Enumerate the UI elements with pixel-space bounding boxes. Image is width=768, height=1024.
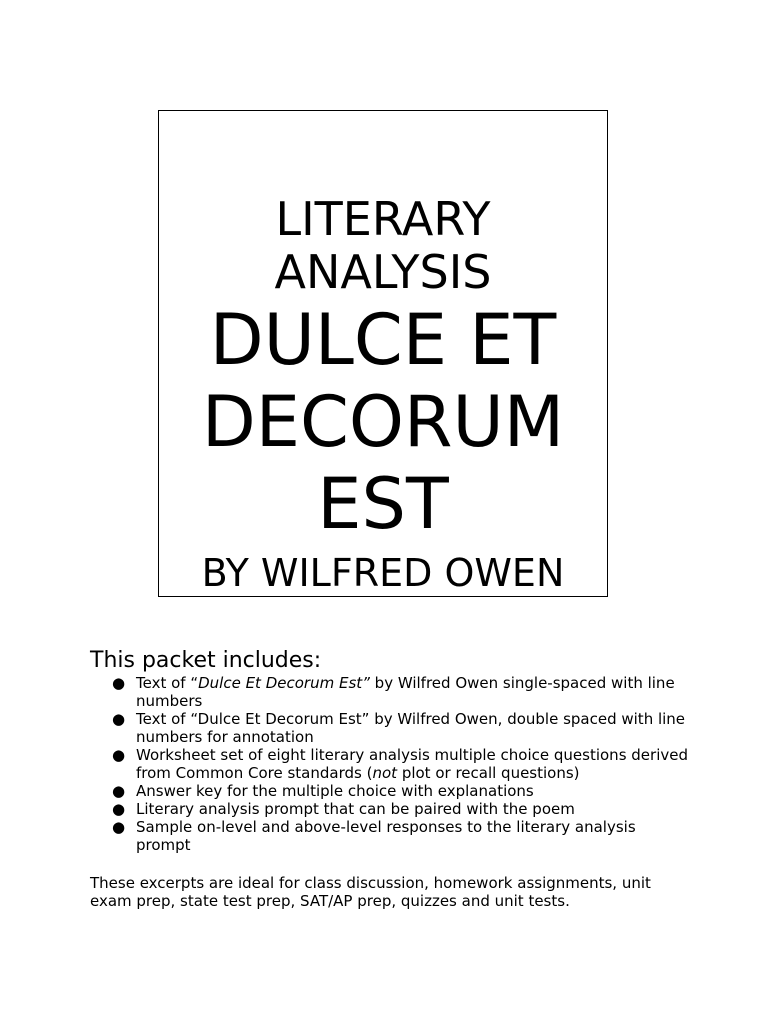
cover-kicker-line-1: LITERARY (275, 192, 491, 246)
item-text: Worksheet set of eight literary analysis multiple choice questions derived from Common Core standards ( (136, 746, 688, 782)
list-item (112, 800, 690, 818)
cover-title-line-3: EST (317, 463, 449, 545)
cover-title-box (158, 110, 608, 597)
list-item (112, 746, 690, 782)
bullet-icon: ● (112, 674, 126, 692)
item-text-after: plot or recall questions) (397, 764, 580, 782)
packet-includes-heading: This packet includes: (90, 648, 322, 673)
bullet-icon: ● (112, 746, 126, 764)
bullet-icon: ● (112, 800, 126, 818)
item-emphasis: not (372, 764, 398, 782)
list-item (112, 782, 690, 800)
packet-includes-section (90, 648, 690, 854)
cover-title-line-1: DULCE ET (209, 299, 557, 381)
item-text: Answer key for the multiple choice with explanations (136, 782, 534, 800)
bullet-icon: ● (112, 782, 126, 800)
packet-items-list (90, 674, 690, 854)
cover-title-block (159, 193, 607, 595)
list-item (112, 674, 690, 710)
bullet-icon: ● (112, 818, 126, 836)
cover-byline: BY WILFRED OWEN (201, 551, 565, 595)
item-emphasis: Dulce Et Decorum Est” (198, 674, 370, 692)
list-item (112, 818, 690, 854)
packet-outro-text: These excerpts are ideal for class discussion, homework assignments, unit exam prep, state test prep, SAT/AP prep, quizzes and unit tests. (90, 874, 651, 910)
cover-title-line-2: DECORUM (201, 381, 565, 463)
list-item (112, 710, 690, 746)
item-text: Sample on-level and above-level responses to the literary analysis prompt (136, 818, 636, 854)
bullet-icon: ● (112, 710, 126, 728)
item-text: Text of “Dulce Et Decorum Est” by Wilfred Owen, double spaced with line numbers for annotation (136, 710, 686, 746)
item-text: Literary analysis prompt that can be paired with the poem (136, 800, 575, 818)
item-text-after: by Wilfred Owen single-spaced with line numbers (136, 674, 675, 710)
item-text: Text of “ (136, 674, 199, 692)
cover-kicker-line-2: ANALYSIS (274, 245, 492, 299)
